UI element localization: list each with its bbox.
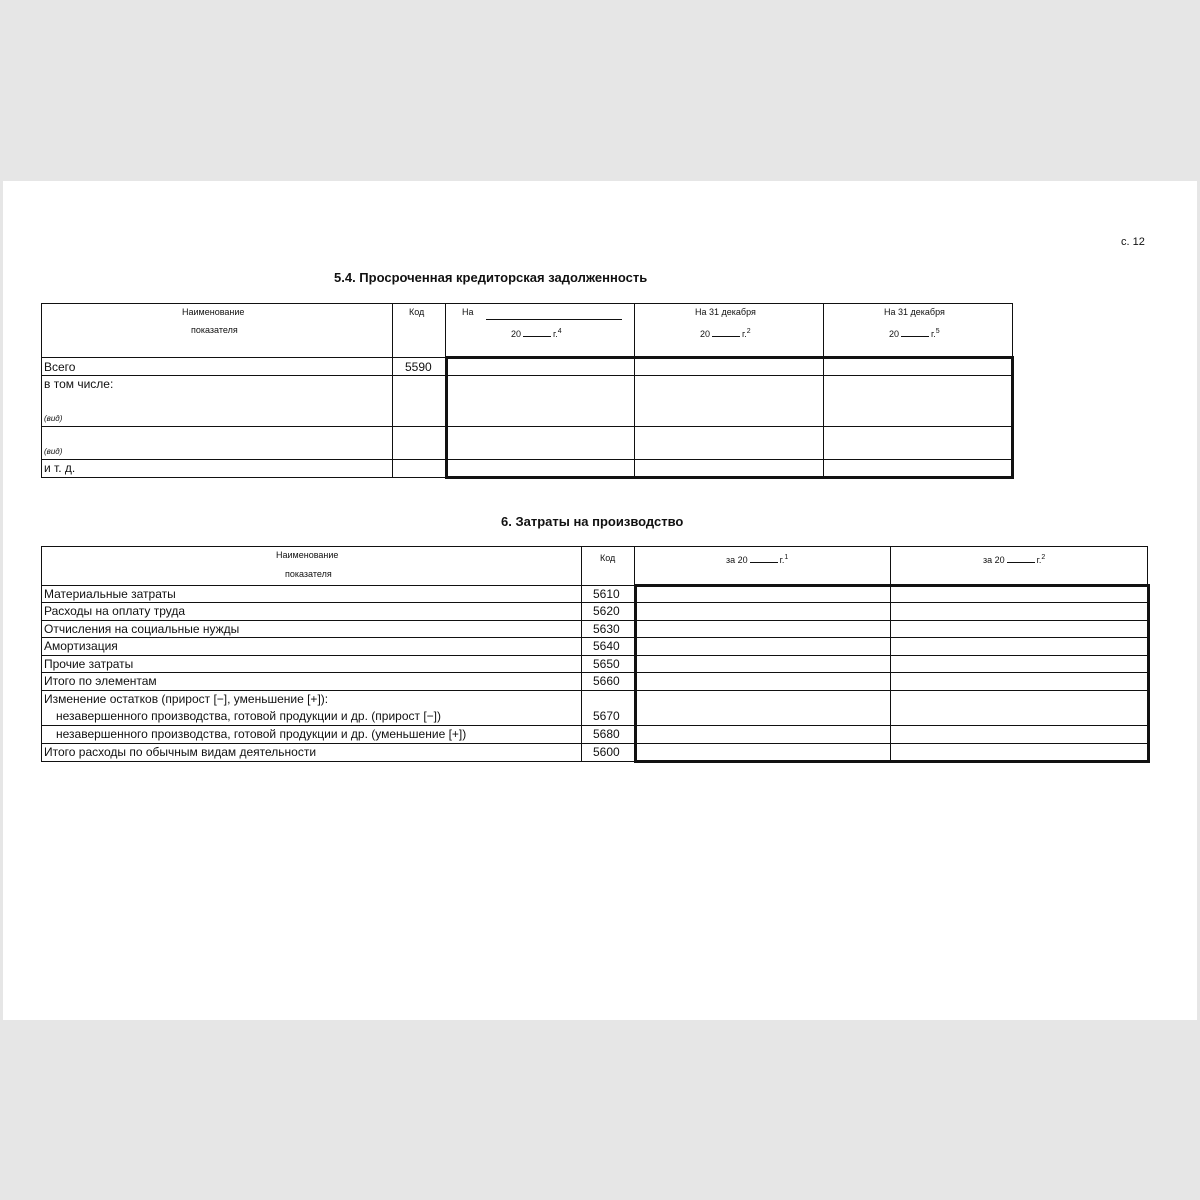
date-underline bbox=[486, 319, 622, 320]
row-label: Прочие затраты bbox=[44, 657, 134, 671]
section-5-4-title: 5.4. Просроченная кредиторская задолженность bbox=[334, 270, 648, 285]
grid-line bbox=[634, 303, 635, 478]
grid-line bbox=[392, 303, 393, 478]
row-kind-label: (вид) bbox=[44, 447, 63, 456]
row-code: 5610 bbox=[593, 587, 620, 601]
section-6-title: 6. Затраты на производство bbox=[501, 514, 684, 529]
thick-border bbox=[445, 356, 1014, 359]
row-code: 5600 bbox=[593, 745, 620, 759]
grid-line bbox=[41, 672, 1148, 673]
row-code: 5680 bbox=[593, 727, 620, 741]
row-label: Отчисления на социальные нужды bbox=[44, 622, 240, 636]
grid-line bbox=[41, 546, 1148, 547]
thick-border bbox=[634, 760, 1150, 763]
row-total-code: 5590 bbox=[405, 360, 432, 374]
grid-line bbox=[41, 743, 1148, 744]
row-label: Итого по элементам bbox=[44, 674, 157, 688]
header-col1-date: за 20 г.$^1$ bbox=[726, 554, 789, 565]
row-code: 5620 bbox=[593, 604, 620, 618]
grid-line bbox=[41, 602, 1148, 603]
row-etc-label: и т. д. bbox=[44, 461, 76, 475]
grid-line bbox=[41, 546, 42, 762]
grid-line bbox=[41, 690, 1148, 691]
grid-line bbox=[41, 426, 1013, 427]
grid-line bbox=[890, 546, 891, 762]
grid-line bbox=[41, 620, 1148, 621]
row-total-label: Всего bbox=[44, 360, 76, 374]
thick-border bbox=[445, 476, 1014, 479]
row-label: Материальные затраты bbox=[44, 587, 176, 601]
page-number: с. 12 bbox=[1121, 236, 1145, 248]
header-code: Код bbox=[600, 553, 616, 563]
header-col2-label: На 31 декабря bbox=[695, 307, 756, 317]
grid-line bbox=[41, 303, 1013, 304]
grid-line bbox=[581, 546, 582, 762]
header-col2-date: за 20 г.$^2$ bbox=[983, 554, 1046, 565]
grid-line bbox=[41, 459, 1013, 460]
row-label: незавершенного производства, готовой продукции и др. (прирост [−]) bbox=[56, 709, 441, 723]
grid-line bbox=[41, 637, 1148, 638]
row-kind-label: (вид) bbox=[44, 414, 63, 423]
row-code: 5640 bbox=[593, 639, 620, 653]
header-name-line2: показателя bbox=[191, 325, 238, 335]
header-code: Код bbox=[409, 307, 425, 317]
thick-border bbox=[1147, 584, 1150, 763]
row-code: 5660 bbox=[593, 674, 620, 688]
header-name-line2: показателя bbox=[285, 569, 332, 579]
row-code: 5630 bbox=[593, 622, 620, 636]
thick-border bbox=[634, 584, 1150, 587]
row-label: Амортизация bbox=[44, 639, 118, 653]
header-name-line1: Наименование bbox=[276, 550, 339, 560]
header-col1-label: На bbox=[462, 307, 474, 317]
row-including-label: в том числе: bbox=[44, 377, 114, 391]
row-label: незавершенного производства, готовой продукции и др. (уменьшение [+]) bbox=[56, 727, 467, 741]
row-code: 5670 bbox=[593, 709, 620, 723]
grid-line bbox=[41, 375, 1013, 376]
grid-line bbox=[41, 725, 1148, 726]
header-col3-label: На 31 декабря bbox=[884, 307, 945, 317]
thick-border bbox=[445, 356, 448, 479]
grid-line bbox=[41, 303, 42, 478]
thick-border bbox=[1011, 356, 1014, 479]
row-code: 5650 bbox=[593, 657, 620, 671]
row-label: Изменение остатков (прирост [−], уменьшение [+]): bbox=[44, 692, 329, 706]
row-label: Расходы на оплату труда bbox=[44, 604, 186, 618]
header-col2-date: 20 г.$^2$ bbox=[700, 328, 751, 339]
row-label: Итого расходы по обычным видам деятельности bbox=[44, 745, 317, 759]
document-page bbox=[3, 181, 1197, 1020]
thick-border bbox=[634, 584, 637, 763]
grid-line bbox=[823, 303, 824, 478]
grid-line bbox=[41, 655, 1148, 656]
header-col1-date: 20 г.$^4$ bbox=[511, 328, 562, 339]
header-name-line1: Наименование bbox=[182, 307, 245, 317]
header-col3-date: 20 г.$^5$ bbox=[889, 328, 940, 339]
